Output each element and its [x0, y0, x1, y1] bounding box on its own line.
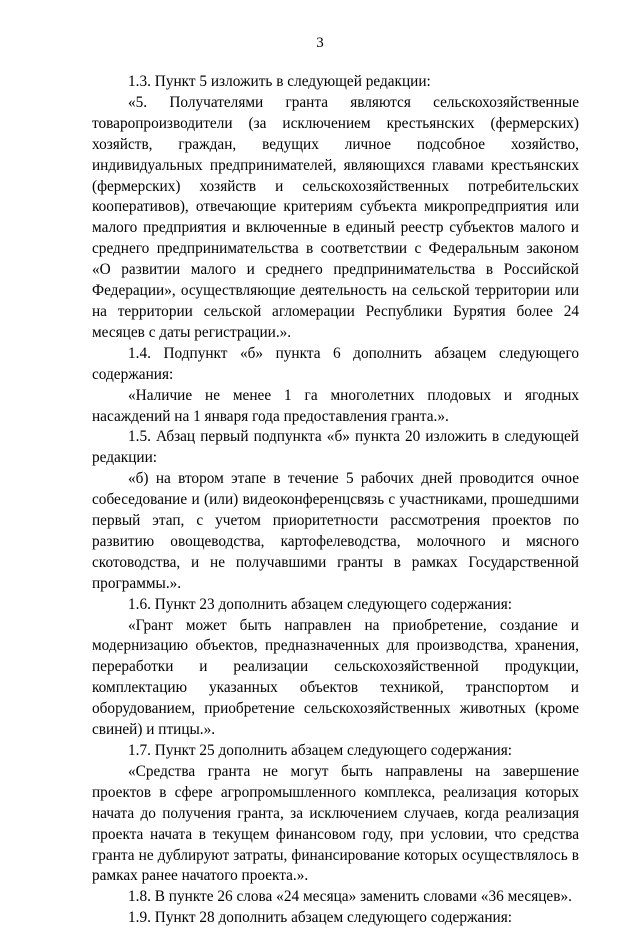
paragraph-1-7: 1.7. Пункт 25 дополнить абзацем следующего содержания: — [128, 742, 512, 759]
paragraph-point-23-text: «Грант может быть направлен на приобретение, создание и модернизацию объектов, предназначенных для производства, хранения, переработки и реализации сельскохозяйственной продукции, комплектацию указанных объектов техникой, транспортом и оборудованием, приобретение сельскохозяйственных животных (кроме свиней) и птицы.». — [92, 616, 579, 739]
paragraph-point-5-text: «5. Получателями гранта являются сельскохозяйственные товаропроизводители (за исключением крестьянских (фермерских) хозяйств, граждан, ведущих личное подсобное хозяйство, индивидуальных предпринимателей, являющихся главами крестьянских (фермерских) хозяйств и сельскохозяйственных потребительских кооперативов), отвечающие критериям субъекта микропредприятия или малого предприятия и включенные в единый реестр субъектов малого и среднего предпринимательства в соответствии с Федеральным законом «О развитии малого и среднего предпринимательства в Российской Федерации», осуществляющие деятельность на сельской территории или на территории сельской агломерации Республики Бурятия более 24 месяцев с даты регистрации.». — [92, 93, 579, 341]
page-number: 3 — [316, 35, 324, 51]
paragraph-1-3: 1.3. Пункт 5 изложить в следующей редакции: — [128, 73, 431, 90]
paragraph-1-5: 1.5. Абзац первый подпункта «б» пункта 20 изложить в следующей редакции: — [92, 428, 579, 467]
paragraph-point-25-text: «Средства гранта не могут быть направлены на завершение проектов в сфере агропромышленного комплекса, реализация которых начата до получения гранта, за исключением случаев, когда реализация проекта начата в текущем финансовом году, при условии, что средства гранта не дублируют затраты, финансирование которых осуществлялось в рамках ранее начатого проекта.». — [92, 762, 579, 885]
document-body — [92, 72, 579, 929]
paragraph-subpoint-b-text: «Наличие не менее 1 га многолетних плодовых и ягодных насаждений на 1 января года предоставления гранта.». — [92, 386, 579, 425]
paragraph-1-8: 1.8. В пункте 26 слова «24 месяца» заменить словами «36 месяцев». — [128, 888, 572, 906]
paragraph-point-20-text: «б) на втором этапе в течение 5 рабочих дней проводится очное собеседование и (или) видеоконференцсвязь с участниками, прошедшими первый этап, с учетом приоритетности рассмотрения проектов по развитию овощеводства, картофелеводства, молочного и мясного скотоводства, и не получавшими гранты в рамках Государственной программы.». — [92, 470, 579, 592]
paragraph-1-6: 1.6. Пункт 23 дополнить абзацем следующего содержания: — [128, 595, 512, 613]
paragraph-1-4: 1.4. Подпункт «б» пункта 6 дополнить абзацем следующего содержания: — [92, 344, 579, 383]
paragraph-1-9: 1.9. Пункт 28 дополнить абзацем следующего содержания: — [128, 909, 512, 927]
